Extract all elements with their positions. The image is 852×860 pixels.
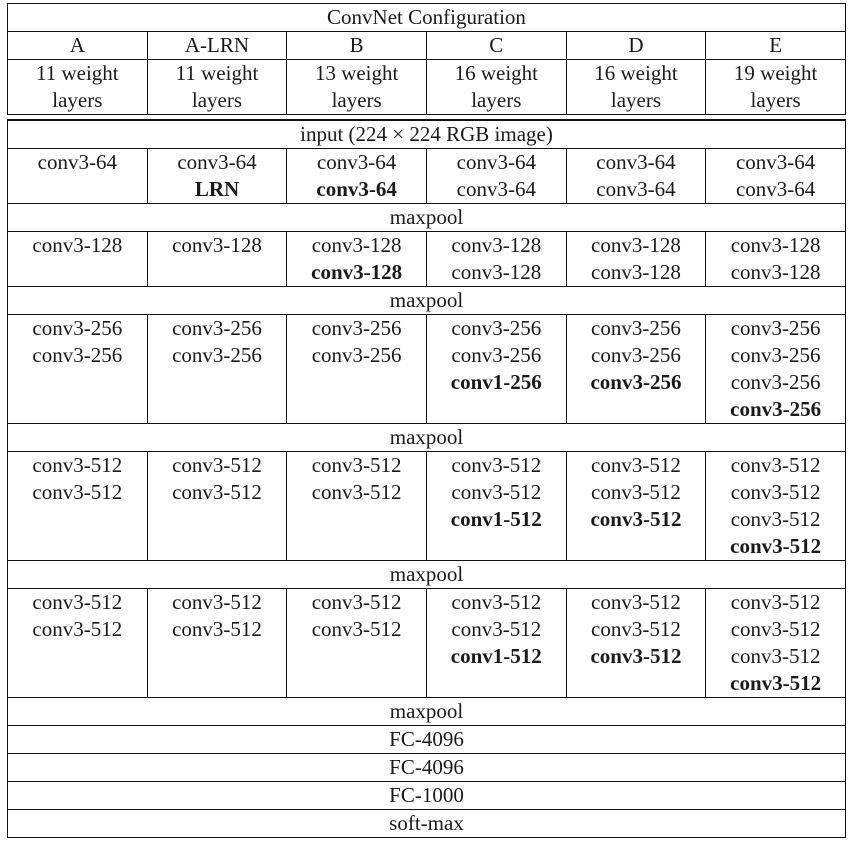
layer-cell-e [706,232,846,287]
layer: conv3-256 [172,316,262,340]
layer: conv3-512 [172,480,262,504]
added-layer: conv3-256 [730,397,822,421]
layer-cell-d [566,232,706,287]
depth-line: layers [471,88,522,112]
layer: conv3-256 [730,343,821,367]
layer: conv3-128 [172,233,262,257]
layer-cell-e [706,149,846,204]
layer-cell-a-lrn [147,452,287,561]
layer: conv3-64 [596,150,676,174]
layer: conv3-256 [311,343,402,367]
layer: conv3-64 [596,177,676,201]
added-layer: conv3-512 [730,534,822,558]
depth-line: layers [52,88,103,112]
layer: conv3-256 [451,316,542,340]
added-layer: conv1-512 [450,507,542,531]
layer-cell-d [566,452,706,561]
depth-line: 19 weight [733,61,818,85]
layer: conv3-128 [730,233,821,257]
layer: conv3-512 [451,453,542,477]
layer: conv3-512 [591,453,681,477]
layer: conv3-512 [32,480,123,504]
added-layer: conv3-512 [590,644,682,668]
config-depth [426,60,566,115]
layer: conv3-128 [32,233,123,257]
config-depth [287,60,427,115]
depth-line: 11 weight [175,61,259,85]
layer: conv3-256 [730,370,821,394]
layer-cell-d [566,149,706,204]
layer-row-fc-1000: FC-1000 [8,782,846,810]
convnet-config-table [7,3,845,838]
layer: conv3-256 [172,343,262,367]
layer: conv3-512 [311,480,402,504]
layer-cell-e [706,315,846,424]
config-name-c: C [426,32,566,60]
layer: conv3-256 [591,343,681,367]
config-name-b: B [287,32,427,60]
layer: conv3-256 [730,316,821,340]
layer-cell-a-lrn [147,315,287,424]
layer-row-maxpool: maxpool [8,561,846,589]
layer-cell-d [566,315,706,424]
layer: conv3-512 [730,644,821,668]
layer-cell-a-lrn [147,232,287,287]
layer: conv3-512 [172,617,262,641]
config-depth [566,60,706,115]
layer: conv3-128 [591,260,681,284]
layer: conv3-512 [311,453,402,477]
layer-cell-e [706,589,846,698]
layer: conv3-128 [730,260,821,284]
layer: conv3-256 [311,316,402,340]
layer: conv3-512 [172,453,262,477]
layer: conv3-512 [730,453,821,477]
layer-cell-e [706,452,846,561]
layer: conv3-64 [37,150,117,174]
added-layer: conv3-128 [311,260,403,284]
config-depth [147,60,287,115]
layer-cell-b [287,315,427,424]
layer: conv3-512 [311,617,402,641]
layer: conv3-128 [451,233,542,257]
layer-row-maxpool: maxpool [8,424,846,452]
layer: conv3-512 [591,617,681,641]
layer-cell-a [8,315,148,424]
layer: conv3-256 [32,343,123,367]
layer: conv3-512 [32,453,123,477]
layer: conv3-64 [456,177,536,201]
layer-cell-b [287,232,427,287]
layer-cell-a-lrn [147,589,287,698]
depth-line: 16 weight [594,61,678,85]
depth-line: 11 weight [36,61,119,85]
layer: conv3-512 [451,590,542,614]
layer-cell-c [426,315,566,424]
added-layer: conv3-256 [590,370,682,394]
layer-cell-a [8,149,148,204]
layer: conv3-64 [316,150,397,174]
added-layer: LRN [194,177,240,201]
depth-line: layers [750,88,801,112]
layer: conv3-512 [451,480,542,504]
depth-line: layers [610,88,662,112]
layer: conv3-512 [451,617,542,641]
added-layer: conv3-512 [590,507,682,531]
layer-row-fc-4096: FC-4096 [8,726,846,754]
layer-cell-b [287,452,427,561]
added-layer: conv1-512 [450,644,542,668]
layer-row-maxpool: maxpool [8,698,846,726]
config-name-d: D [566,32,706,60]
added-layer: conv1-256 [450,370,542,394]
layer-row-fc-4096: FC-4096 [8,754,846,782]
config-name-a: A [8,32,148,60]
layer-row-soft-max: soft-max [8,810,846,838]
layer: conv3-64 [177,150,257,174]
layer-cell-c [426,589,566,698]
layer: conv3-64 [735,150,816,174]
layer-row-maxpool: maxpool [8,287,846,315]
layer-cell-d [566,589,706,698]
config-name-e: E [706,32,846,60]
layer: conv3-256 [32,316,123,340]
layer: conv3-512 [591,590,681,614]
layer: conv3-128 [311,233,402,257]
layer: conv3-512 [730,507,821,531]
layer: conv3-512 [311,590,402,614]
layer: conv3-512 [730,617,821,641]
added-layer: conv3-64 [316,177,397,201]
added-layer: conv3-512 [730,671,822,695]
layer-row-maxpool: maxpool [8,204,846,232]
config-depth [706,60,846,115]
layer: conv3-64 [456,150,536,174]
layer-cell-b [287,149,427,204]
depth-line: layers [191,88,243,112]
layer: conv3-128 [591,233,681,257]
layer-cell-c [426,232,566,287]
layer-cell-a [8,232,148,287]
layer: conv3-256 [591,316,681,340]
layer-cell-a [8,589,148,698]
layer-cell-c [426,149,566,204]
config-depth [8,60,148,115]
layer: conv3-256 [451,343,542,367]
layer-cell-c [426,452,566,561]
config-name-a-lrn: A-LRN [147,32,287,60]
depth-line: layers [331,88,382,112]
layer: conv3-512 [730,480,821,504]
layer: conv3-128 [451,260,542,284]
layer: conv3-512 [32,617,123,641]
layer-cell-a-lrn [147,149,287,204]
table-title: ConvNet Configuration [8,4,846,32]
layer: conv3-64 [735,177,816,201]
depth-line: 13 weight [314,61,399,85]
layer-cell-b [287,589,427,698]
config-table [7,3,846,838]
layer: conv3-512 [730,590,821,614]
layer: conv3-512 [32,590,123,614]
layer: conv3-512 [172,590,262,614]
layer: conv3-512 [591,480,681,504]
layer-cell-a [8,452,148,561]
layer-row-input-224-224-rgb-image: input (224 × 224 RGB image) [8,120,846,149]
depth-line: 16 weight [454,61,538,85]
